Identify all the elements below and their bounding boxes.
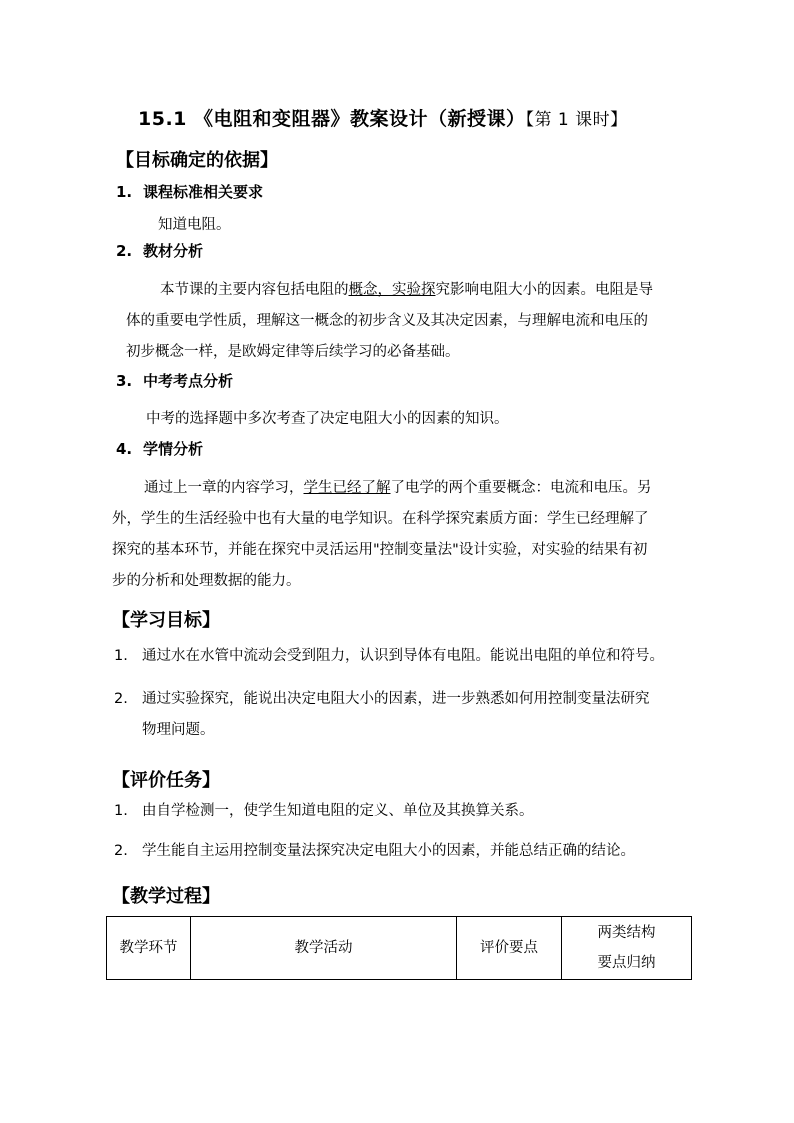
goal-item-2 [114,684,704,746]
eval-item-text: 学生能自主运用控制变量法探究决定电阻大小的因素，并能总结正确的结论。 [142,843,635,859]
table-header-cell: 教学环节 [107,917,191,980]
eval-item-number: 2. [114,843,128,859]
item1-title: 课程标准相关要求 [143,183,264,201]
table-header-cell: 评价要点 [457,917,562,980]
item3-number: 3. [116,372,133,390]
table-header-cell: 教学活动 [191,917,457,980]
item2-title: 教材分析 [143,242,204,260]
item4-title: 学情分析 [143,440,204,458]
item4-paragraph-line2: 外，学生的生活经验中也有大量的电学知识。在科学探究素质方面：学生已经理解了 [112,511,649,527]
section-basis-heading: 【目标确定的依据】 [116,150,278,171]
item4-paragraph-line3: 探究的基本环节，并能在探究中灵活运用"控制变量法"设计实验，对实验的结果有初 [112,542,648,558]
goal-item-number: 1. [114,648,128,664]
item4-line1-underlined: 学生已经了解 [303,480,391,496]
teaching-process-table [106,916,692,980]
item1-heading [116,181,263,202]
goal-item-text-line1: 通过实验探究，能说出决定电阻大小的因素，进一步熟悉如何用控制变量法研究 [142,691,650,707]
page-title [138,104,628,131]
item2-paragraph-line1 [160,275,653,306]
section-process-heading: 【教学过程】 [112,886,220,907]
item4-paragraph-line4: 步的分析和处理数据的能力。 [112,573,301,589]
item4-number: 4. [116,440,133,458]
section-eval-heading: 【评价任务】 [112,770,220,791]
item3-heading [116,370,233,391]
item4-paragraph-line1 [144,473,652,504]
item2-heading [116,240,203,261]
item3-text: 中考的选择题中多次考查了决定电阻大小的因素的知识。 [146,411,509,427]
item2-line1-underlined: 概念，实验探 [348,282,436,298]
item2-line1-end: 究影响电阻大小的因素。电阻是导 [435,282,653,298]
title-main: 15.1 《电阻和变阻器》教案设计（新授课） [138,108,526,130]
goal-item-text: 通过水在水管中流动会受到阻力，认识到导体有电阻。能说出电阻的单位和符号。 [142,648,664,664]
goal-item-text-line2: 物理问题。 [142,722,215,738]
eval-item-2 [114,836,704,867]
table-header-line2: 要点归纳 [597,955,656,971]
item2-line1-start: 本节课的主要内容包括电阻的 [160,282,349,298]
title-lesson-tag: 【第 1 课时】 [525,110,628,130]
item4-line1-end: 了电学的两个重要概念：电流和电压。另 [390,480,652,496]
section-goals-heading: 【学习目标】 [112,610,220,631]
eval-item-text: 由自学检测一，使学生知道电阻的定义、单位及其换算关系。 [142,803,534,819]
item2-number: 2. [116,242,133,260]
eval-item-1 [114,796,704,827]
table-header-line1: 两类结构 [597,925,656,941]
eval-item-number: 1. [114,803,128,819]
item4-heading [116,438,203,459]
goal-item-number: 2. [114,691,128,707]
item1-number: 1. [116,183,133,201]
goal-item-1 [114,641,704,672]
item4-line1-start: 通过上一章的内容学习， [144,480,304,496]
table-header-row [107,917,692,980]
item1-text: 知道电阻。 [158,217,231,233]
table-header-cell [562,917,692,980]
item3-title: 中考考点分析 [143,372,234,390]
item2-paragraph-line2: 体的重要电学性质，理解这一概念的初步含义及其决定因素，与理解电流和电压的 [126,313,648,329]
item2-paragraph-line3: 初步概念一样，是欧姆定律等后续学习的必备基础。 [126,344,460,360]
